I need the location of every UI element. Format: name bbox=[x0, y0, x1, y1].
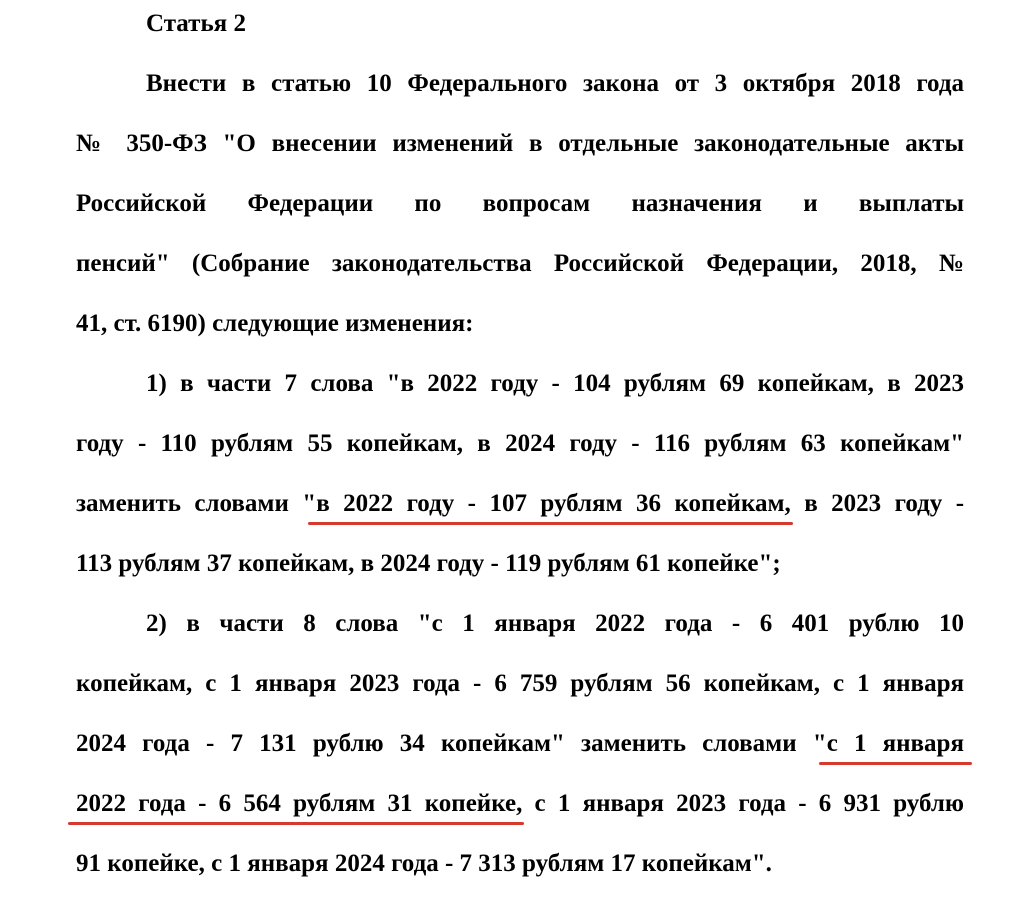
highlight-underline-2: с 1 января bbox=[826, 730, 964, 757]
article-heading: Статья 2 bbox=[146, 10, 246, 37]
intro-line-1: Внести в статью 10 Федерального закона от 3 октября 2018 года bbox=[146, 70, 964, 97]
intro-line-4: пенсий" (Собрание законодательства Российской Федерации, 2018, № bbox=[76, 250, 964, 277]
intro-line-5: 41, ст. 6190) следующие изменения: bbox=[76, 310, 474, 337]
item2-line-2: копейкам, с 1 января 2023 года - 6 759 рублям 56 копейкам, с 1 января bbox=[76, 670, 964, 697]
highlight-underline-3: 2022 года - 6 564 рублям 31 копейке bbox=[76, 790, 517, 817]
item2-line-1: 2) в части 8 слова "с 1 января 2022 года - 6 401 рублю 10 bbox=[146, 610, 964, 637]
item1-line-3-after: , в 2023 году - bbox=[784, 490, 965, 517]
item1-line-4: 113 рублям 37 копейкам, в 2024 году - 119 рублям 61 копейке"; bbox=[76, 550, 781, 577]
item1-line-1: 1) в части 7 слова "в 2022 году - 104 рублям 69 копейкам, в 2023 bbox=[146, 370, 964, 397]
item2-line-3-before: 2024 года - 7 131 рублю 34 копейкам" заменить словами " bbox=[76, 730, 827, 757]
highlight-underline-1: в 2022 году - 107 рублям 36 копейкам bbox=[316, 490, 785, 517]
item1-line-2: году - 110 рублям 55 копейкам, в 2024 году - 116 рублям 63 копейкам" bbox=[76, 430, 964, 457]
item2-line-3 bbox=[76, 729, 964, 759]
item1-line-3 bbox=[76, 489, 964, 519]
item2-line-4-after: , с 1 января 2023 года - 6 931 рублю bbox=[516, 790, 964, 817]
intro-line-3: Российской Федерации по вопросам назначения и выплаты bbox=[76, 190, 964, 217]
item2-line-4 bbox=[76, 789, 964, 819]
item2-line-5: 91 копейке, с 1 января 2024 года - 7 313 рублям 17 копейкам". bbox=[76, 850, 772, 877]
item1-line-3-before: заменить словами " bbox=[76, 490, 317, 517]
intro-line-2: № 350-ФЗ "О внесении изменений в отдельные законодательные акты bbox=[76, 130, 964, 157]
